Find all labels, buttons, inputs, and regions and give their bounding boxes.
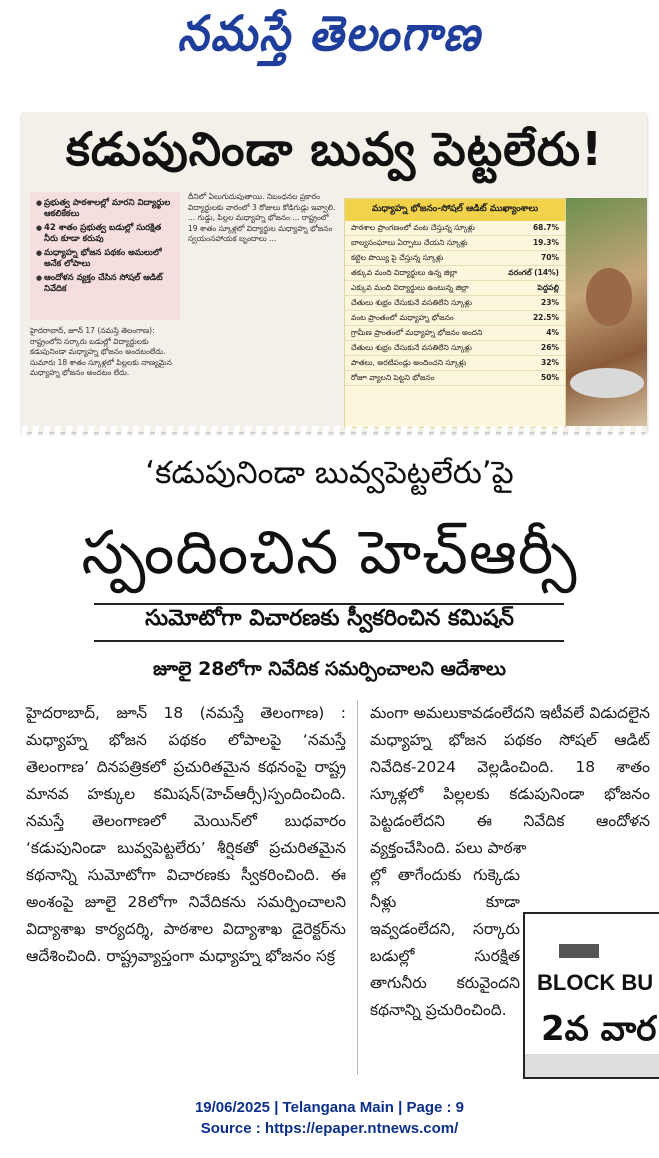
audit-row: [345, 311, 565, 326]
article-body-right: మంగా అమలుకావడంలేదని ఇటీవలే విడుదలైన మధ్యాహ్న భోజన పథకం సోషల్ ఆడిట్ నివేదిక-2024 వెల్లడించింది. 18 శాతం స్కూళ్లలో పిల్లలకు కడుపునిండా భోజనం పెట్టడంలేదని ఈ నివేదిక ఆందోళన వ్యక్తంచేసింది. పలు పాఠశా: [370, 704, 650, 857]
ad-line-1: BLOCK BU: [537, 970, 654, 995]
child-face-shape: [586, 268, 632, 326]
article-subhead: సుమోటోగా విచారణకు స్వీకరించిన కమిషన్: [145, 606, 514, 631]
audit-row: [345, 296, 565, 311]
audit-label: బాల్యసంఘాలు ఏర్పాటు చేయని స్కూళ్లు: [351, 238, 468, 247]
plate-shape: [570, 368, 644, 398]
torn-paper-edge: [22, 426, 647, 438]
ad-bottom-bar: [525, 1054, 659, 1077]
ad-logo: [559, 944, 599, 958]
clipping-headline: కడుపునిండా బువ్వ పెట్టలేరు!: [65, 122, 604, 176]
advertisement: [523, 912, 659, 1079]
audit-row: [345, 251, 565, 266]
audit-label: వంట ప్రాంతంలో మధ్యాహ్న భోజనం: [351, 313, 454, 322]
audit-row: [345, 341, 565, 356]
article-kicker: ‘కడుపునిండా బువ్వపెట్టలేరు’పై: [145, 455, 514, 491]
audit-value: వరంగల్ (14%): [508, 268, 559, 277]
highlight-item: ● 42 శాతం ప్రభుత్వ బడుల్లో సురక్షిత నీరు కూడా కరువు: [36, 223, 174, 245]
audit-row: [345, 371, 565, 386]
divider-bottom: [94, 640, 564, 642]
audit-label: ఎక్కువ మంది విద్యార్థులు ఉంటున్న జిల్లా: [351, 283, 469, 292]
audit-row: [345, 236, 565, 251]
audit-value: 26%: [541, 343, 559, 352]
footer-date-page: 19/06/2025 | Telangana Main | Page : 9: [194, 1099, 465, 1116]
news-clipping: [22, 112, 647, 432]
audit-label: కట్టెల పొయ్యి పై చేస్తున్న స్కూళ్లు: [351, 253, 444, 262]
article-body-left: హైదరాబాద్, జూన్ 18 (నమస్తే తెలంగాణ) : మధ్యాహ్న భోజన పథకం లోపాలపై ‘నమస్తే తెలంగాణ’ దినపత్రికలో ప్రచురితమైన కథనంపై రాష్ట్ర మానవ హక్కుల కమిషన్(హెచ్ఆర్సీ)స్పందించింది. నమస్తే తెలంగాణలో మెయిన్‌లో బుధవారం ‘కడుపునిండా బువ్వపెట్టలేరు’ శీర్షికతో ప్రచురితమైన కథనాన్ని సుమోటోగా విచారణకు స్వీకరించింది. ఈ అంశంపై జూలై 28లోగా నివేదికను సమర్పించాలని విద్యాశాఖ కార్యదర్శి, పాఠశాల విద్యాశాఖ డైరెక్టర్‌ను ఆదేశించింది. రాష్ట్రవ్యాప్తంగా మధ్యాహ్న భోజనం సక్ర: [26, 704, 346, 965]
article-body-right-continued: ల్లో తాగేందుకు గుక్కెడు నీళ్లు కూడా ఇవ్వడంలేదని, సర్కారు బడుల్లో సురక్షిత తాగునీరు కరువైందని కథనాన్ని ప్రచురించింది.: [370, 866, 520, 1019]
audit-value: 70%: [541, 253, 559, 262]
audit-label: పాఠశాల ప్రాంగణంలో వంట చేస్తున్న స్కూళ్లు: [351, 223, 475, 232]
audit-row: [345, 356, 565, 371]
audit-value: 22.5%: [532, 313, 559, 322]
newspaper-masthead: [0, 0, 659, 80]
audit-title: మధ్యాహ్న భోజనం-సోషల్ ఆడిట్ ముఖ్యాంశాలు: [345, 199, 565, 221]
page-footer: [0, 1097, 659, 1139]
clipping-highlights-box: [30, 192, 180, 320]
audit-label: చేతులు శుభ్రం చేసుకునే వసతిలేని స్కూళ్లు: [351, 298, 472, 307]
audit-value: 68.7%: [532, 223, 559, 232]
highlight-item: ● ప్రభుత్వ పాఠశాలల్లో మారని విద్యార్థుల ఆకలికేకలు: [36, 198, 174, 220]
ad-line-2: 2వ వార: [541, 1009, 657, 1049]
highlight-item: ● ఆందోళన వ్యక్తం చేసిన సోషల్ ఆడిట్ నివేదిక: [36, 273, 174, 295]
audit-label: రోజూ వ్యాలని పెట్టని భోజనం: [351, 373, 435, 382]
clipping-body-column-1: హైదరాబాద్, జూన్ 17 (నమస్తే తెలంగాణ): రాష్ట్రంలోని సర్కారు బడుల్లో విద్యార్థులకు కడుపునిండా మధ్యాహ్న భోజనం అందటంలేదు. సుమారు 18 శాతం స్కూళ్లలో పిల్లలకు నాణ్యమైన మధ్యాహ్న భోజనం అందటం లేదు.: [30, 326, 172, 377]
highlight-item: ● మధ్యాహ్న భోజన పథకం అమలులో అనేక లోపాలు: [36, 248, 174, 270]
article-deck: జూలై 28లోగా నివేదిక సమర్పించాలని ఆదేశాలు: [153, 658, 506, 680]
audit-row: [345, 266, 565, 281]
footer-source-link[interactable]: Source : https://epaper.ntnews.com/: [200, 1120, 459, 1137]
audit-value: 19.3%: [532, 238, 559, 247]
child-eating-photo: [566, 198, 647, 426]
audit-row: [345, 221, 565, 236]
divider-top: [94, 603, 564, 605]
audit-value: 50%: [541, 373, 559, 382]
social-audit-box: [344, 198, 566, 428]
audit-label: చేతులు శుభ్రం చేసుకునే వసతిలేని స్కూళ్లు: [351, 343, 472, 352]
audit-value: 32%: [541, 358, 559, 367]
audit-value: పెద్దపల్లి: [537, 283, 559, 292]
article-headline: స్పందించిన హెచ్ఆర్సీ: [81, 518, 578, 588]
audit-row: [345, 281, 565, 296]
audit-label: తక్కువ మంది విద్యార్థులు ఉన్న జిల్లా: [351, 268, 458, 277]
audit-row: [345, 326, 565, 341]
audit-label: పాతలు, అరటిపండ్లు అందించని స్కూళ్లు: [351, 358, 467, 367]
column-divider: [357, 700, 358, 1075]
audit-value: 4%: [546, 328, 559, 337]
audit-value: 23%: [541, 298, 559, 307]
clipping-body-column-2: దీనిలో ఏలుగుదుపుతాయి. నిబంధనల ప్రకారం విద్యార్థులకు వారంలో 3 రోజులు కోడిగుడ్లు ఇవ్వాలి. ... గుడ్డు, పిల్లల మధ్యాహ్న భోజనం ... రాష్ట్రంలో 19 శాతం స్కూళ్లలో విద్యార్థుల మధ్యాహ్న భోజనం స్వయంసహాయక బృందాలు ...: [188, 192, 336, 243]
audit-label: గ్రామీణ ప్రాంతంలో మధ్యాహ్న భోజనం అందని: [351, 328, 483, 337]
masthead-title: నమస్తే తెలంగాణ: [177, 5, 482, 62]
